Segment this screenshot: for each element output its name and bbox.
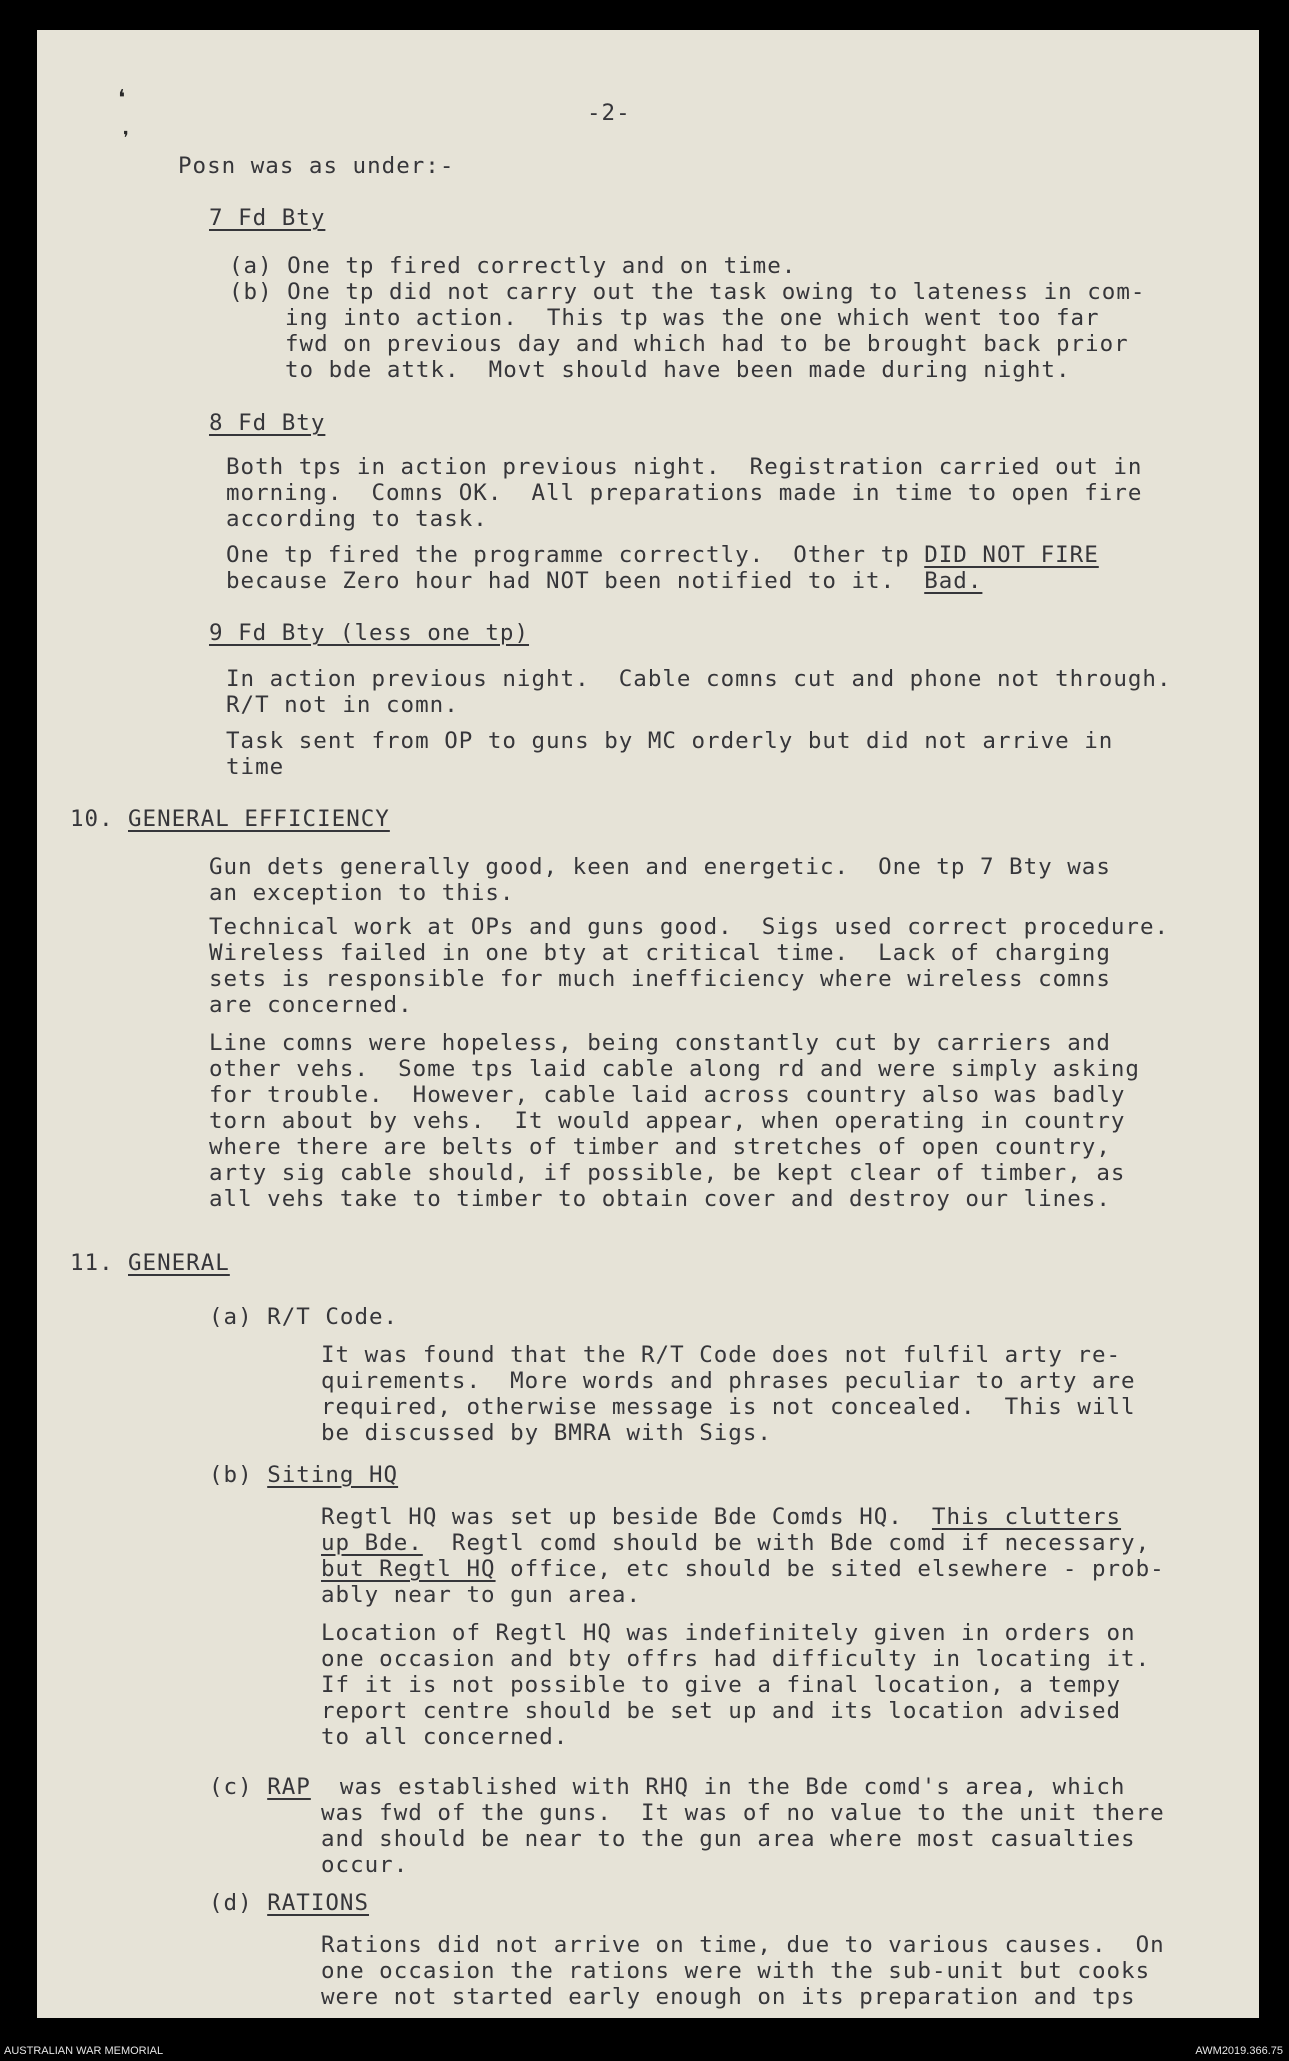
text-line: (b) One tp did not carry out the task owing to lateness in com-	[229, 279, 1146, 305]
text-line: Rations did not arrive on time, due to various causes. On	[321, 1932, 1165, 1958]
subsection-label	[209, 1774, 1125, 1800]
section-heading-general: GENERAL	[128, 1250, 230, 1276]
text-line: to bde attk. Movt should have been made during night.	[285, 357, 1071, 383]
text-line: other vehs. Some tps laid cable along rd and were simply asking	[209, 1056, 1140, 1082]
text-line: occur.	[321, 1852, 409, 1878]
section-heading-9-fd-bty: 9 Fd Bty (less one tp)	[209, 620, 530, 646]
footer-accession-number: AWM2019.366.75	[1195, 2045, 1283, 2057]
text-line: were not started early enough on its preparation and tps	[321, 1984, 1136, 2010]
text-line	[226, 568, 982, 594]
text-line: and should be near to the gun area where most casualties	[321, 1826, 1136, 1852]
text-line: time	[226, 754, 285, 780]
document-page	[37, 30, 1259, 2018]
text-line: Location of Regtl HQ was indefinitely given in orders on	[321, 1620, 1136, 1646]
text-line: sets is responsible for much inefficiency where wireless comns	[209, 966, 1111, 992]
section-number: 10.	[70, 806, 114, 832]
text-line: ably near to gun area.	[321, 1582, 642, 1608]
text-line: was fwd of the guns. It was of no value to the unit there	[321, 1800, 1165, 1826]
text-line: It was found that the R/T Code does not fulfil arty re-	[321, 1342, 1122, 1368]
text-line: (a) One tp fired correctly and on time.	[229, 253, 797, 279]
text-run: Regtl comd should be with Bde comd if necessary,	[422, 1530, 1151, 1556]
intro-line: Posn was as under:-	[178, 153, 455, 179]
text-line: are concerned.	[209, 992, 413, 1018]
handwritten-mark-icon: ❛	[118, 86, 127, 111]
text-line	[321, 1556, 1165, 1582]
section-heading-8-fd-bty: 8 Fd Bty	[209, 410, 326, 436]
text-line: arty sig cable should, if possible, be kept clear of timber, as	[209, 1160, 1126, 1186]
subsection-marker: (b)	[209, 1462, 268, 1488]
subsection-title: Siting HQ	[267, 1462, 399, 1488]
underlined-emphasis: but Regtl HQ	[321, 1556, 496, 1582]
footer-credit: AUSTRALIAN WAR MEMORIAL	[4, 2045, 164, 2057]
text-line: Technical work at OPs and guns good. Sigs used correct procedure.	[209, 914, 1170, 940]
text-line: If it is not possible to give a final location, a tempy	[321, 1672, 1122, 1698]
text-line	[321, 1530, 1150, 1556]
text-line: Wireless failed in one bty at critical time. Lack of charging	[209, 940, 1111, 966]
section-number: 11.	[70, 1250, 114, 1276]
text-line: R/T not in comn.	[226, 692, 459, 718]
text-run: was established with RHQ in the Bde comd's area, which	[310, 1774, 1126, 1800]
text-line: one occasion the rations were with the sub-unit but cooks	[321, 1958, 1151, 1984]
text-line	[226, 542, 1099, 568]
text-line: be discussed by BMRA with Sigs.	[321, 1420, 772, 1446]
underlined-emphasis: This clutters	[931, 1504, 1122, 1530]
underlined-emphasis: up Bde.	[321, 1530, 423, 1556]
handwritten-mark-icon: ❜	[123, 128, 130, 149]
text-line: for trouble. However, cable laid across country also was badly	[209, 1082, 1126, 1108]
text-line: according to task.	[226, 506, 488, 532]
text-run: One tp fired the programme correctly. Other tp	[226, 542, 925, 568]
subsection-marker: (c)	[209, 1774, 268, 1800]
text-line: torn about by vehs. It would appear, when operating in country	[209, 1108, 1126, 1134]
subsection-marker: (d)	[209, 1890, 268, 1916]
text-line: ing into action. This tp was the one which went too far	[285, 305, 1100, 331]
text-line: Gun dets generally good, keen and energetic. One tp 7 Bty was	[209, 854, 1111, 880]
text-line: where there are belts of timber and stretches of open country,	[209, 1134, 1111, 1160]
text-line: one occasion and bty offrs had difficulty in locating it.	[321, 1646, 1151, 1672]
underlined-emphasis: Bad.	[924, 568, 983, 594]
page-number: -2-	[587, 100, 631, 126]
subsection-label	[209, 1890, 369, 1916]
subsection-label: (a) R/T Code.	[209, 1304, 399, 1330]
subsection-label	[209, 1462, 398, 1488]
text-line: In action previous night. Cable comns cut and phone not through.	[226, 666, 1172, 692]
text-line: an exception to this.	[209, 880, 515, 906]
text-line: fwd on previous day and which had to be brought back prior	[285, 331, 1129, 357]
text-run: office, etc should be sited elsewhere - prob-	[495, 1556, 1165, 1582]
subsection-title: RAP	[267, 1774, 311, 1800]
subsection-title: RATIONS	[267, 1890, 370, 1916]
text-line: Task sent from OP to guns by MC orderly but did not arrive in	[226, 728, 1114, 754]
text-line: Both tps in action previous night. Registration carried out in	[226, 454, 1143, 480]
text-run: Regtl HQ was set up beside Bde Comds HQ.	[321, 1504, 932, 1530]
text-line: quirements. More words and phrases peculiar to arty are	[321, 1368, 1136, 1394]
section-heading-general-efficiency: GENERAL EFFICIENCY	[128, 806, 390, 832]
text-line: required, otherwise message is not concealed. This will	[321, 1394, 1136, 1420]
text-line: all vehs take to timber to obtain cover and destroy our lines.	[209, 1186, 1111, 1212]
text-run: because Zero hour had NOT been notified to it.	[226, 568, 925, 594]
section-heading-7-fd-bty: 7 Fd Bty	[209, 205, 326, 231]
text-line: report centre should be set up and its location advised	[321, 1698, 1122, 1724]
text-line: morning. Comns OK. All preparations made in time to open fire	[226, 480, 1143, 506]
text-line: Line comns were hopeless, being constantly cut by carriers and	[209, 1030, 1111, 1056]
text-line	[321, 1504, 1121, 1530]
underlined-emphasis: DID NOT FIRE	[924, 542, 1099, 568]
text-line: to all concerned.	[321, 1724, 569, 1750]
